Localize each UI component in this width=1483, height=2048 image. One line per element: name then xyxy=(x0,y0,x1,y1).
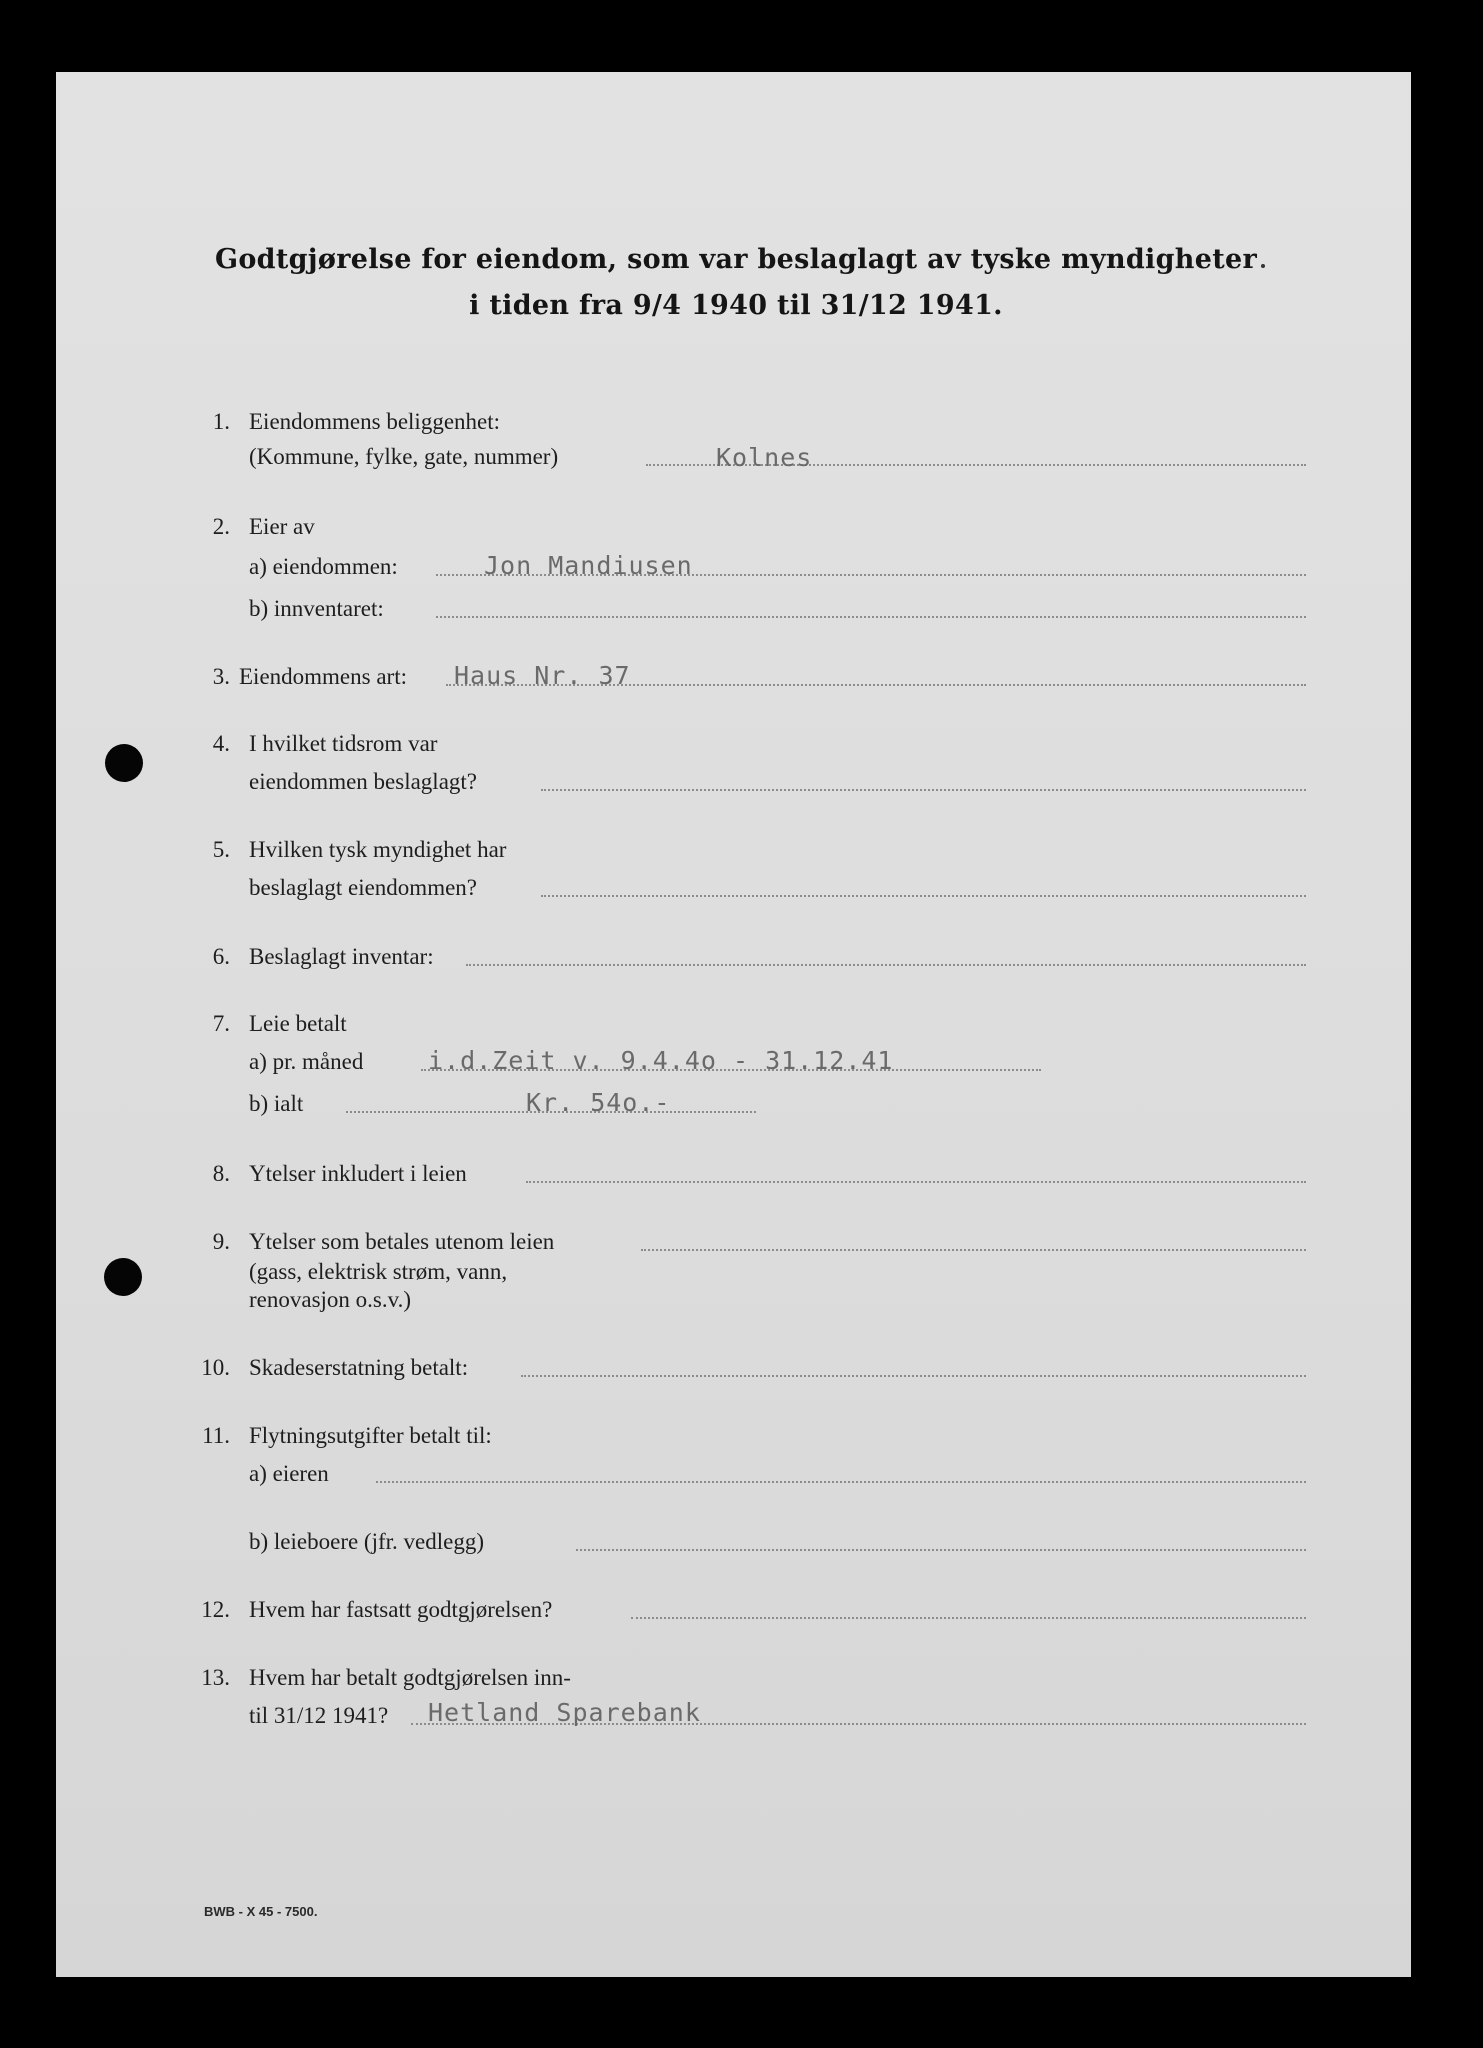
item-4-label: I hvilket tidsrom var xyxy=(249,731,438,756)
form-title-line-1: Godtgjørelse for eiendom, som var beslaglagt av tyske myndigheter xyxy=(215,244,1257,275)
item-12-label: Hvem har fastsatt godtgjørelsen? xyxy=(249,1597,553,1622)
item-6-label: Beslaglagt inventar: xyxy=(249,944,434,969)
item-7a-label: a) pr. måned xyxy=(249,1049,364,1074)
item-4-number: 4. xyxy=(212,731,230,756)
item-7-label: Leie betalt xyxy=(249,1011,347,1036)
item-10-number: 10. xyxy=(201,1355,230,1380)
item-2a-value: Jon Mandiusen xyxy=(484,551,693,580)
item-7a-value: i.d.Zeit v. 9.4.4o - 31.12.41 xyxy=(428,1046,894,1075)
item-9-sublabel-2: renovasjon o.s.v.) xyxy=(249,1287,412,1312)
item-11a-line[interactable] xyxy=(376,1481,1306,1483)
item-8-label: Ytelser inkludert i leien xyxy=(249,1161,467,1186)
print-code: BWB - X 45 - 7500. xyxy=(204,1904,318,1919)
form-title-line-2: i tiden fra 9/4 1940 til 31/12 1941. xyxy=(469,290,1003,321)
item-13-number: 13. xyxy=(201,1665,230,1690)
item-7-number: 7. xyxy=(212,1011,230,1036)
item-10-line[interactable] xyxy=(521,1375,1306,1377)
item-13-value: Hetland Sparebank xyxy=(428,1698,701,1727)
item-7b-value: Kr. 54o.- xyxy=(526,1088,671,1117)
item-1-sublabel: (Kommune, fylke, gate, nummer) xyxy=(249,444,559,469)
paper-speck xyxy=(1261,264,1265,268)
item-12-number: 12. xyxy=(201,1597,230,1622)
item-13-label: Hvem har betalt godtgjørelsen inn- xyxy=(249,1665,571,1690)
item-1-label: Eiendommens beliggenhet: xyxy=(249,409,501,434)
item-12-line[interactable] xyxy=(631,1617,1306,1619)
item-1-number: 1. xyxy=(212,409,230,434)
item-9-line[interactable] xyxy=(641,1249,1306,1251)
item-8-line[interactable] xyxy=(526,1181,1306,1183)
item-2b-line[interactable] xyxy=(436,616,1306,618)
item-11-number: 11. xyxy=(202,1423,230,1448)
item-2-number: 2. xyxy=(212,514,230,539)
item-3-number: 3. xyxy=(212,664,230,689)
item-4-line[interactable] xyxy=(541,789,1306,791)
item-6-line[interactable] xyxy=(466,964,1306,966)
item-9-number: 9. xyxy=(212,1229,230,1254)
item-9-sublabel: (gass, elektrisk strøm, vann, xyxy=(249,1259,508,1284)
item-2-label: Eier av xyxy=(249,514,315,539)
item-7b-label: b) ialt xyxy=(249,1091,304,1116)
item-3-label: Eiendommens art: xyxy=(239,664,407,689)
item-5-label: Hvilken tysk myndighet har xyxy=(249,837,507,862)
item-1-value: Kolnes xyxy=(716,443,813,472)
item-13-sublabel: til 31/12 1941? xyxy=(249,1703,389,1728)
item-11a-label: a) eieren xyxy=(249,1461,329,1486)
item-9-label: Ytelser som betales utenom leien xyxy=(249,1229,555,1254)
item-5-sublabel: beslaglagt eiendommen? xyxy=(249,875,478,900)
form-sheet xyxy=(56,72,1411,1977)
item-6-number: 6. xyxy=(212,944,230,969)
punch-hole-upper xyxy=(105,744,143,782)
item-11b-line[interactable] xyxy=(576,1549,1306,1551)
item-8-number: 8. xyxy=(212,1161,230,1186)
item-2b-label: b) innventaret: xyxy=(249,596,384,621)
item-11b-label: b) leieboere (jfr. vedlegg) xyxy=(249,1529,484,1554)
item-10-label: Skadeserstatning betalt: xyxy=(249,1355,469,1380)
item-4-sublabel: eiendommen beslaglagt? xyxy=(249,769,478,794)
item-2a-label: a) eiendommen: xyxy=(249,554,398,579)
item-5-number: 5. xyxy=(212,837,230,862)
item-11-label: Flytningsutgifter betalt til: xyxy=(249,1423,492,1448)
item-5-line[interactable] xyxy=(541,895,1306,897)
punch-hole-lower xyxy=(104,1258,142,1296)
item-3-value: Haus Nr. 37 xyxy=(454,661,631,690)
